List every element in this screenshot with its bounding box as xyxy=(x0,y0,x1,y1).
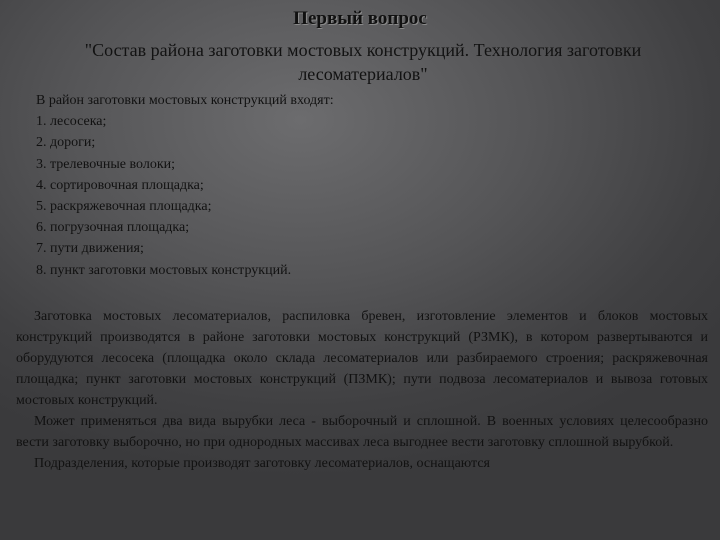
slide-subtitle: "Состав района заготовки мостовых конструкций. Технология заготовки лесоматериалов" xyxy=(84,40,642,84)
list-item: 5. раскряжевочная площадка; xyxy=(36,199,212,215)
list-item: 7. пути движения; xyxy=(36,241,144,257)
list-item: 4. сортировочная площадка; xyxy=(36,177,204,193)
body-text xyxy=(16,306,708,474)
list-item: 3. трелевочные волоки; xyxy=(36,156,176,172)
district-components-list xyxy=(36,90,696,281)
list-item: 1. лесосека; xyxy=(36,114,107,130)
paragraph: Подразделения, которые производят заготовку лесоматериалов, оснащаются xyxy=(34,456,490,471)
paragraph: Заготовка мостовых лесоматериалов, распиловка бревен, изготовление элементов и блоков мостовых конструкций производятся в районе заготовки мостовых конструкций (РЗМК), в котором развертываются и оборудуются лесосека (площадка около склада лесоматериалов или разбираемого строения; раскряжевочная площадка; пункт заготовки мостовых конструкций (ПЗМК); пути подвоза лесоматериалов и вывоза готовых мостовых конструкций. xyxy=(16,309,708,408)
list-item: 2. дороги; xyxy=(36,135,96,151)
list-intro: В район заготовки мостовых конструкций входят: xyxy=(36,93,334,108)
list-item: 6. погрузочная площадка; xyxy=(36,220,190,236)
paragraph: Может применяться два вида вырубки леса - выборочный и сплошной. В военных условиях целесообразно вести заготовку выборочно, но при однородных массивах леса выгоднее вести заготовку сплошной вырубкой. xyxy=(16,414,708,450)
slide-title: Первый вопрос xyxy=(293,8,427,29)
list-item: 8. пункт заготовки мостовых конструкций. xyxy=(36,262,292,278)
